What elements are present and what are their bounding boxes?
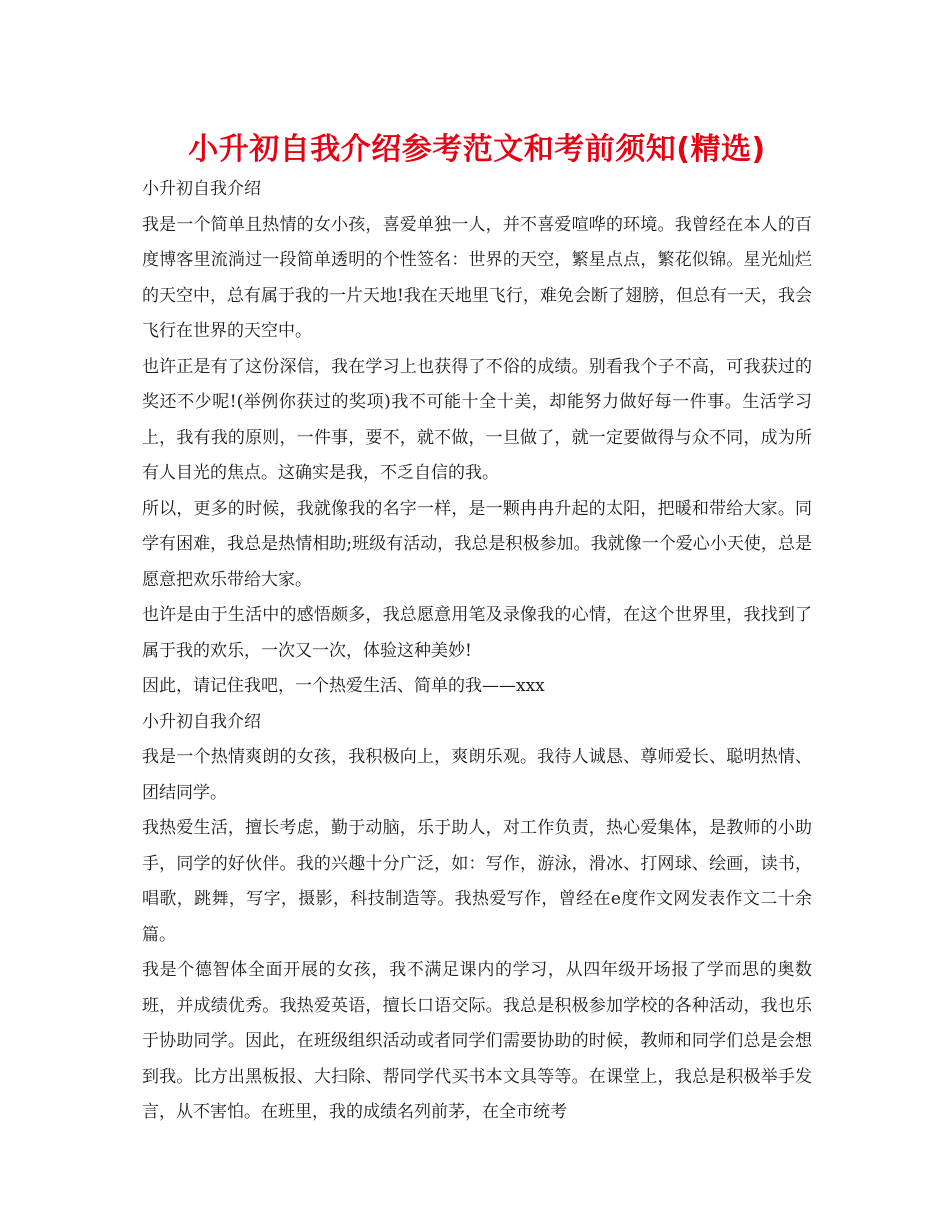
paragraph: 我热爱生活，擅长考虑，勤于动脑，乐于助人，对工作负责，热心爱集体，是教师的小助手，同学的好伙伴。我的兴趣十分广泛，如：写作，游泳，滑冰、打网球、绘画，读书，唱歌，跳舞，写字，摄影，科技制造等。我热爱写作，曾经在e度作文网发表作文二十余篇。 (142, 818, 812, 945)
document-body (142, 172, 812, 1131)
paragraph: 也许正是有了这份深信，我在学习上也获得了不俗的成绩。别看我个子不高，可我获过的奖还不少呢!(举例你获过的奖项)我不可能十全十美，却能努力做好每一件事。生活学习上，我有我的原则，一件事，要不，就不做，一旦做了，就一定要做得与众不同，成为所有人目光的焦点。这确实是我，不乏自信的我。 (142, 356, 812, 483)
paragraph: 也许是由于生活中的感悟颇多，我总愿意用笔及录像我的心情，在这个世界里，我找到了属于我的欢乐，一次又一次，体验这种美妙! (142, 605, 812, 661)
paragraph: 因此，请记住我吧，一个热爱生活、简单的我——xxx (142, 676, 545, 696)
paragraph: 我是一个热情爽朗的女孩，我积极向上，爽朗乐观。我待人诚恳、尊师爱长、聪明热情、团结同学。 (142, 747, 812, 803)
paragraph: 我是个德智体全面开展的女孩，我不满足课内的学习，从四年级开场报了学而思的奥数班，并成绩优秀。我热爱英语，擅长口语交际。我总是积极参加学校的各种活动，我也乐于协助同学。因此，在班级组织活动或者同学们需要协助的时候，教师和同学们总是会想到我。比方出黑板报、大扫除、帮同学代买书本文具等等。在课堂上，我总是积极举手发言，从不害怕。在班里，我的成绩名列前茅，在全市统考 (142, 960, 812, 1122)
section-heading: 小升初自我介绍 (142, 711, 261, 732)
document-page (142, 0, 812, 1131)
paragraph: 所以，更多的时候，我就像我的名字一样，是一颗冉冉升起的太阳，把暖和带给大家。同学有困难，我总是热情相助;班级有活动，我总是积极参加。我就像一个爱心小天使，总是愿意把欢乐带给大家。 (142, 498, 812, 590)
section-heading: 小升初自我介绍 (142, 179, 261, 199)
document-title: 小升初自我介绍参考范文和考前须知(精选) (188, 132, 766, 167)
paragraph: 我是一个简单且热情的女小孩，喜爱单独一人，并不喜爱喧哗的环境。我曾经在本人的百度博客里流淌过一段简单透明的个性签名：世界的天空，繁星点点，繁花似锦。星光灿烂的天空中，总有属于我的一片天地!我在天地里飞行，难免会断了翅膀，但总有一天，我会飞行在世界的天空中。 (142, 214, 812, 341)
